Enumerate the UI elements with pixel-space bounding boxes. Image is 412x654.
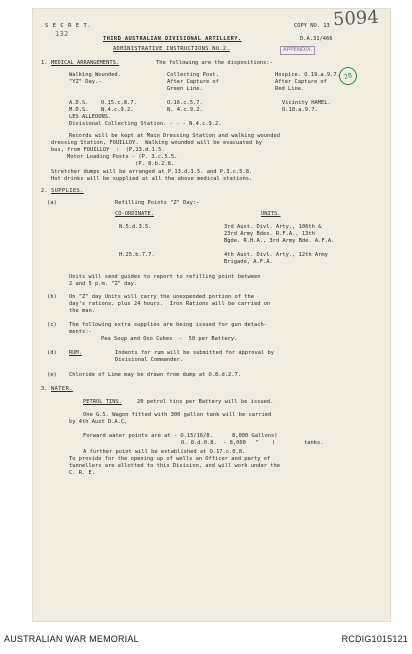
refilling-units-line: Brigade, A.F.A. bbox=[224, 259, 273, 265]
paragraph-line: bus, from FOUILLOY : (P.13.d.1.5. bbox=[51, 147, 165, 153]
section-heading: MEDICAL ARRANGEMENTS. bbox=[51, 60, 120, 66]
col2-head-line: Collecting Post. bbox=[167, 72, 219, 78]
refilling-units-line: 3rd Aust. Divl. Arty., 106th & bbox=[224, 224, 322, 230]
paragraph-line: 2 and 5 p.m. "Z" day. bbox=[69, 281, 138, 287]
paragraph-line: Forward water points are at - O.15/16/8. bbox=[83, 433, 213, 439]
paragraph-line: The following extra supplies are being issued for gun detach- bbox=[69, 322, 267, 328]
paragraph-line: Indents for rum will be submitted for approval by bbox=[115, 350, 275, 356]
paragraph-line: C. R. E. bbox=[69, 470, 95, 476]
refilling-units-line: 4th Aust. Divl. Arty., 12th Army bbox=[224, 252, 328, 258]
archive-caption: AUSTRALIAN WAR MEMORIAL bbox=[4, 634, 139, 644]
col1-head-line: "YZ" Day.- bbox=[69, 79, 102, 85]
paragraph-line: Units will send guides to report to refilling point between bbox=[69, 274, 261, 280]
secret-marking: S E C R E T. bbox=[45, 23, 92, 29]
file-reference: D.A.31/466 bbox=[300, 36, 333, 42]
col3-head-line: After Capture of bbox=[275, 79, 327, 85]
pencil-number: 132 bbox=[55, 30, 69, 38]
refilling-coordinate: N.5.d.3.5. bbox=[119, 224, 152, 230]
paragraph-line: 20 petrol tins per Battery will be issued. bbox=[137, 399, 274, 405]
paragraph-line: On "Z" day Units will carry the unexpended portion of the bbox=[69, 294, 254, 300]
section-heading: WATER. bbox=[51, 386, 73, 392]
paragraph-line: by 4th Aust D.A.C. bbox=[69, 419, 128, 425]
paragraph-line: A further point will be established at O.17.c.0.8. bbox=[83, 449, 246, 455]
item-label: (c) bbox=[47, 322, 57, 328]
row-label: LES ALLEOONS. bbox=[69, 114, 112, 120]
paragraph-line: the man. bbox=[69, 308, 95, 314]
handwritten-reference: 5094 bbox=[332, 6, 380, 31]
col3-head-line: Hospice. O.19.a.9.7. bbox=[275, 72, 340, 78]
extra-supply-item: Pea Soup and Oxo Cubes - 50 per Battery. bbox=[101, 336, 238, 342]
refilling-units-line: Bgde. R.H.A., 3rd Army Bde. A.F.A. bbox=[224, 238, 335, 244]
paragraph-line: One G.S. Wagon fitted with 300 gallon tank will be carried bbox=[83, 412, 272, 418]
col2-head-line: After Capture of bbox=[167, 79, 219, 85]
refilling-units-line: 23rd Army Bdes. R.F.A., 13th bbox=[224, 231, 315, 237]
paragraph-line: dressing Station, FOUILLOY. Walking wounded will be evacuated by bbox=[51, 140, 262, 146]
refilling-coordinate: H.25.b.7.7. bbox=[119, 252, 155, 258]
copy-number: COPY NO. 13 bbox=[294, 23, 330, 29]
item-label: (e) bbox=[47, 372, 57, 378]
document-page bbox=[33, 6, 390, 621]
section-number: 2. bbox=[41, 188, 48, 194]
row-label: A.D.S. bbox=[69, 100, 89, 106]
item-label: (d) bbox=[47, 350, 57, 356]
paragraph-line: Divisional Commander. bbox=[115, 357, 184, 363]
coordinate-header: CO-ORDINATE. bbox=[115, 211, 154, 217]
paragraph-line: Records will be kept at Main Dressing Station and walking wounded bbox=[69, 133, 280, 139]
document-title: THIRD AUSTRALIAN DIVISIONAL ARTILLERY. bbox=[103, 36, 242, 42]
row-value: O.16.c.5.7. bbox=[167, 100, 203, 106]
col3-head-line: Red Line. bbox=[275, 86, 305, 92]
petrol-tins-heading: PETROL TINS. bbox=[83, 399, 122, 405]
water-quantity-line: O. 8.d.0.8. - 8,000 " ) bbox=[181, 440, 276, 446]
appendix-number-circle: 28 bbox=[337, 65, 359, 87]
paragraph-line: day's rations, plus 24 hours. Iron Rations will be carried on bbox=[69, 301, 271, 307]
paragraph-line: Stretcher dumps will be arranged at P.13.d.1.5. and P.3.c.5.8. bbox=[51, 169, 253, 175]
section-intro: The following are the dispositions:- bbox=[156, 60, 273, 66]
units-header: UNITS. bbox=[261, 211, 281, 217]
row-value: N. 4.c.9.2. bbox=[167, 107, 203, 113]
item-label: (a) bbox=[47, 200, 57, 206]
section-heading: SUPPLIES. bbox=[51, 188, 84, 194]
paragraph-line: tunnellers are allotted to this Division, and will work under the bbox=[69, 463, 280, 469]
paragraph-line: Hot drinks will be supplied at all the above medical stations. bbox=[51, 176, 253, 182]
archive-id: RCDIG1015121 bbox=[341, 634, 408, 644]
col2-head-line: Green Line. bbox=[167, 86, 203, 92]
motor-loading-line: (P. 8.b.2.8. bbox=[67, 161, 175, 167]
divisional-collecting-station: Divisional Collecting Station. - - - N.4.c.9.2. bbox=[69, 121, 222, 127]
row-value: N.4.c.9.2. bbox=[101, 107, 134, 113]
paragraph-line: To provide for the opening up of wells an Officer and party of bbox=[69, 456, 271, 462]
item-label: (b) bbox=[47, 294, 57, 300]
section-number: 1. bbox=[41, 60, 48, 66]
row-value: O.10.a.9.7. bbox=[282, 107, 318, 113]
tanks-label: tanks. bbox=[304, 440, 324, 446]
item-text: Refilling Points "Z" Day:- bbox=[115, 200, 200, 206]
row-value: O.15.c.8.7. bbox=[101, 100, 137, 106]
paragraph-line: Chloride of Lime may be drawn from dump at O.8.d.2.7. bbox=[69, 372, 242, 378]
paragraph-line: ments:- bbox=[69, 329, 92, 335]
motor-loading-line: Motor Loading Posts - (P. 3.c.5.5. bbox=[67, 154, 178, 160]
section-number: 3. bbox=[41, 386, 48, 392]
document-subtitle: ADMINISTRATIVE INSTRUCTIONS NO.2. bbox=[113, 46, 230, 52]
row-value: Vicinity HAMEL. bbox=[282, 100, 331, 106]
rum-heading: RUM. bbox=[69, 350, 82, 356]
water-quantity-line: 8,000 Gallons) bbox=[232, 433, 278, 439]
col1-head-line: Walking Wounded. bbox=[69, 72, 121, 78]
row-label: M.D.S. bbox=[69, 107, 89, 113]
appendix-stamp: APPENDIX. bbox=[280, 46, 315, 55]
